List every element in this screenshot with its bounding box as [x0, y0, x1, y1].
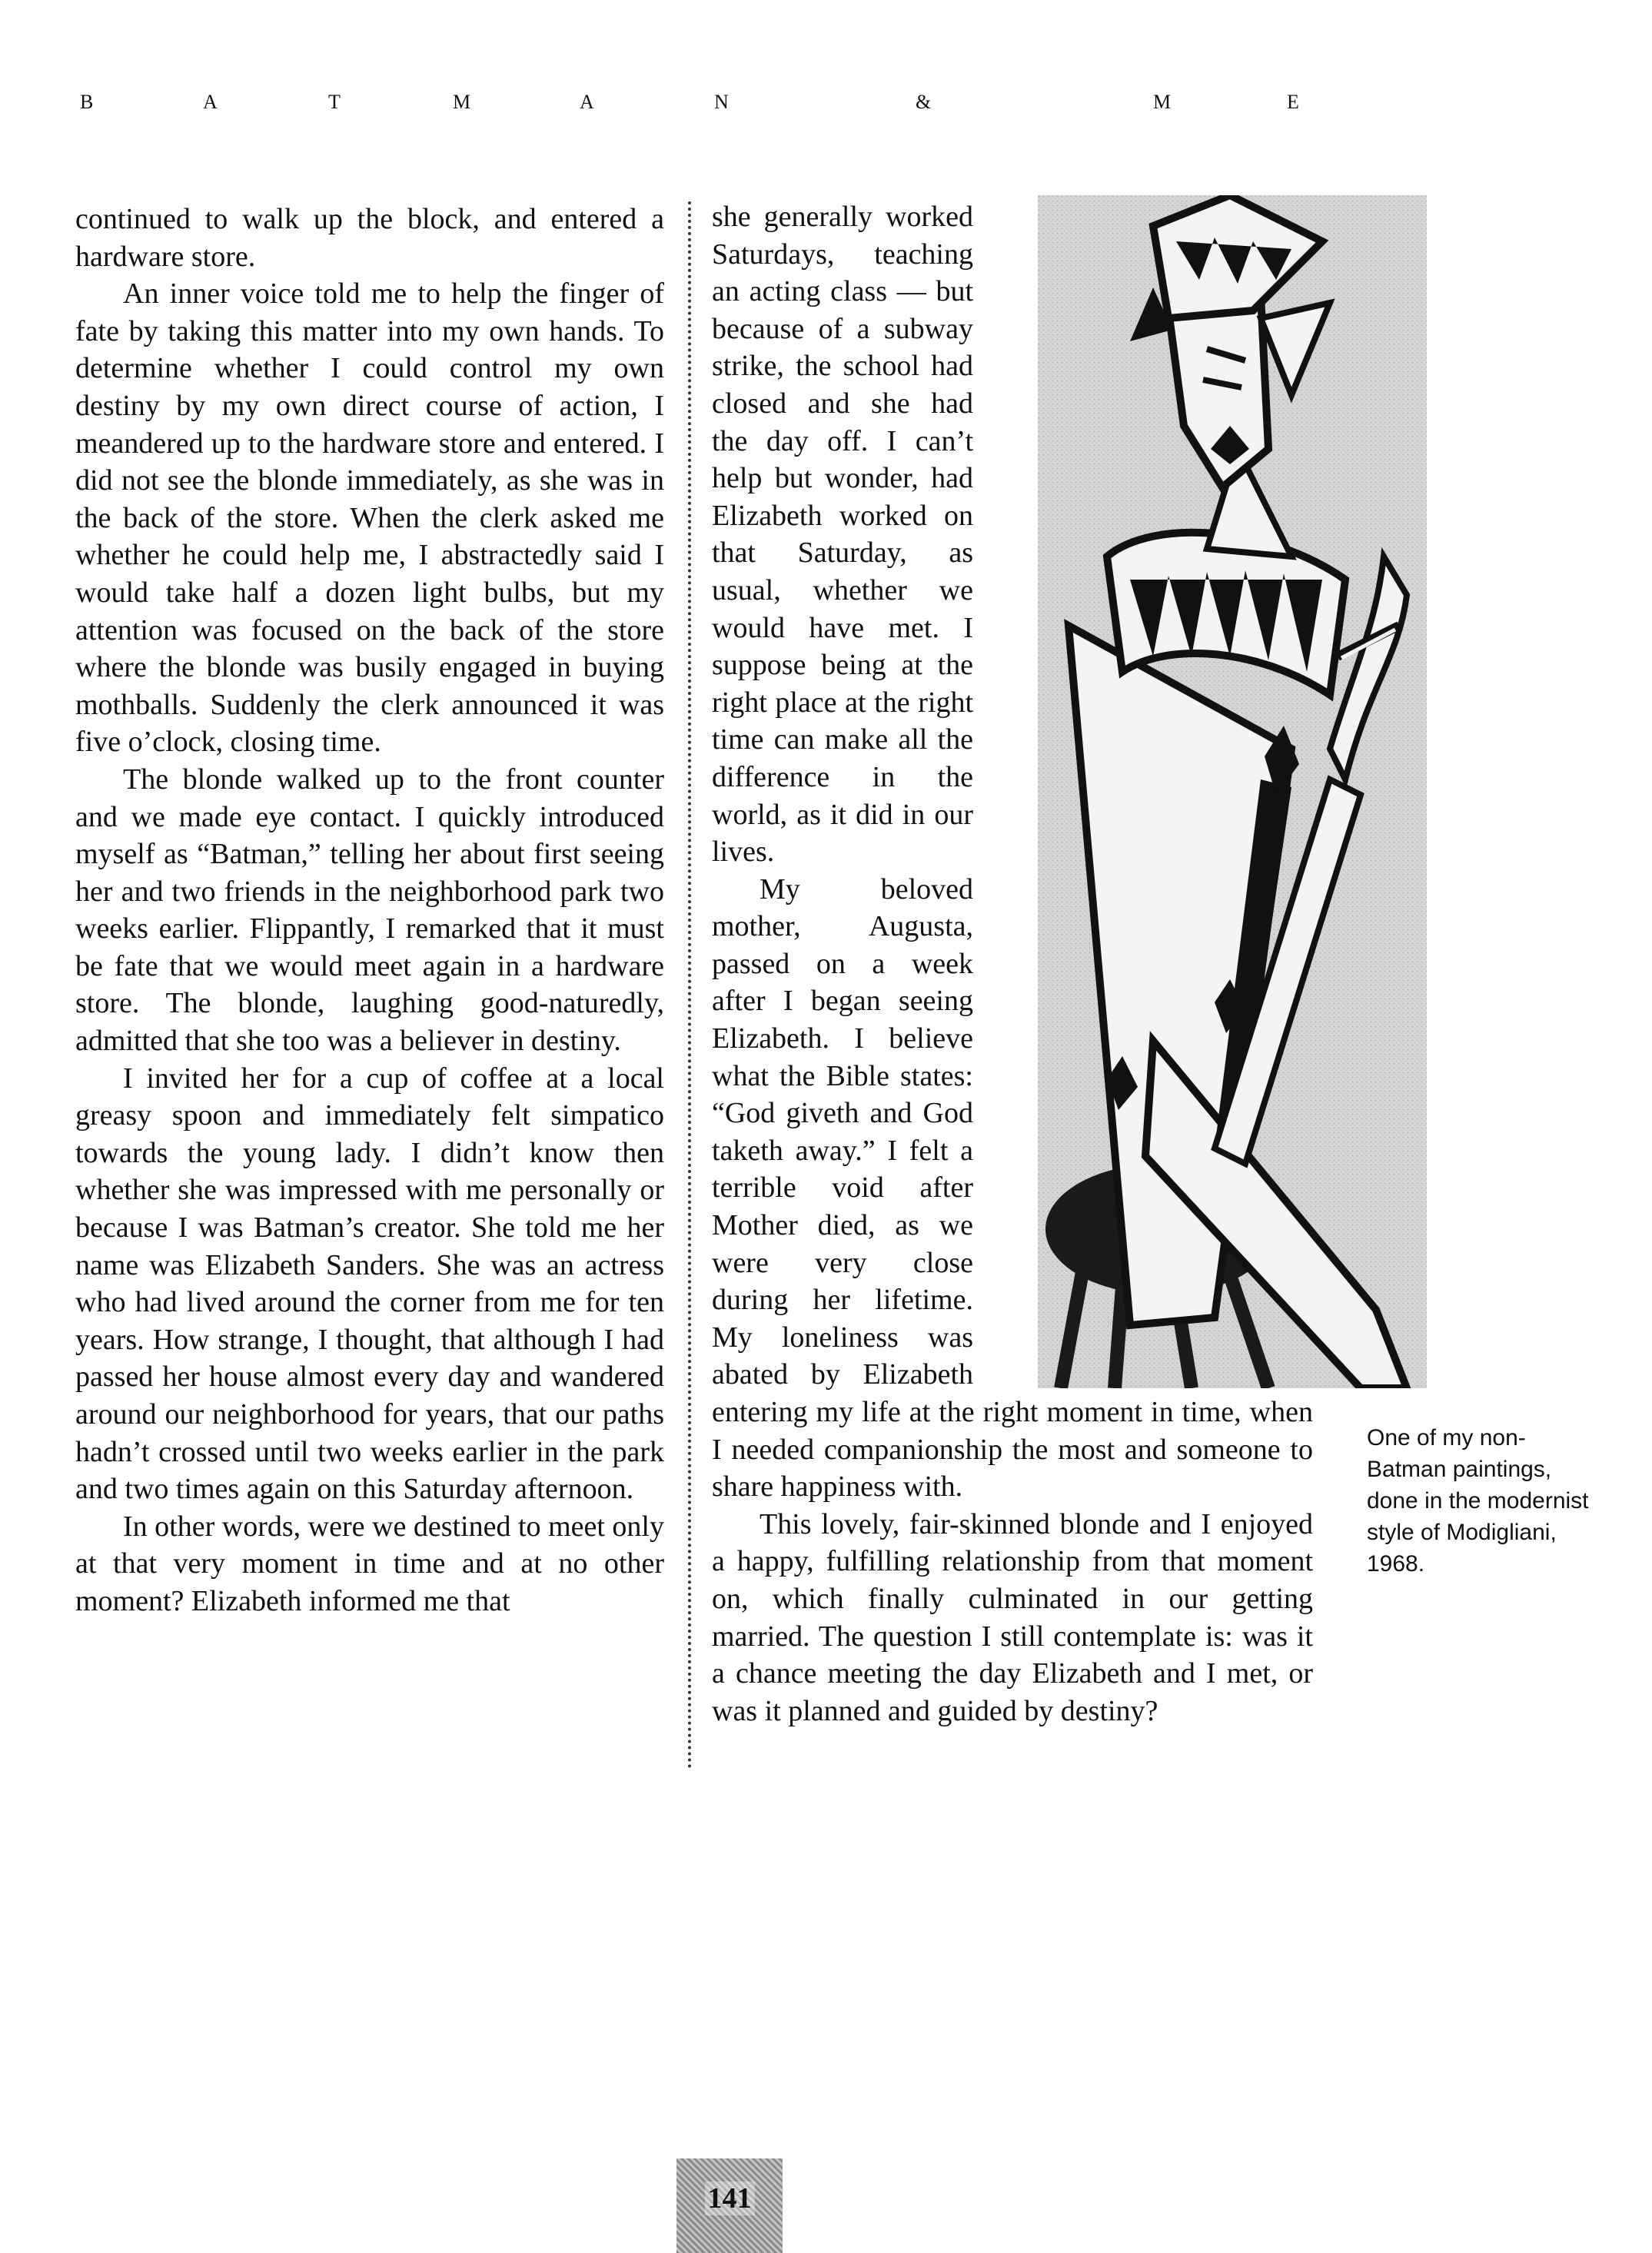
paragraph: My beloved mother, Augusta, passed on a week after I began seeing Elizabeth. I believe what the Bible states: “God giveth and God taketh away.” I felt a terrible void after Mother died, as we were very close during her lifetime. My loneliness was abated by Elizabeth entering my life at the right moment in time, when I needed companionship the most and someone to share happiness with.	[712, 872, 1313, 1504]
harlequin-painting	[1038, 195, 1427, 1388]
page-number-box	[676, 2158, 783, 2253]
paragraph: In other words, were we destined to meet only at that very moment in time and at no other moment? Elizabeth informed me that	[75, 1510, 664, 1617]
harlequin-illustration	[1038, 195, 1427, 1388]
paragraph: I invited her for a cup of coffee at a local greasy spoon and immediately felt simpatico towards the young lady. I didn’t know then whether she was impressed with me personally or because I was Batman’s creator. She told me her name was Elizabeth Sanders. She was an actress who had lived around the corner from me for ten years. How strange, I thought, that although I had passed her house almost every day and wandered around our neighborhood for years, that our paths hadn’t crossed until two weeks earlier in the park and two times again on this Saturday afternoon.	[75, 1062, 664, 1506]
header-letter: E	[1287, 91, 1301, 113]
paragraph: The blonde walked up to the front counter and we made eye contact. I quickly introduced myself as “Batman,” telling her about first seeing her and two friends in the neighborhood park two weeks earlier. Flippantly, I remarked that it must be fate that we would meet again in a hardware store. The blonde, laughing good-naturedly, admitted that she too was a believer in destiny.	[75, 763, 664, 1058]
column-divider	[688, 201, 691, 1770]
header-letter: T	[328, 91, 342, 113]
running-header	[80, 91, 1301, 121]
left-column	[75, 201, 664, 1620]
header-letter: A	[203, 91, 219, 113]
page-number: 141	[705, 2182, 755, 2215]
header-letter: B	[80, 91, 95, 113]
paragraph: An inner voice told me to help the finger of fate by taking this matter into my own hands. To determine whether I could control my own destiny by my own direct course of action, I meandered up to the hardware store and entered. I did not see the blonde immediately, as she was in the back of the store. When the clerk asked me whether he could help me, I abstractedly said I would take half a dozen light bulbs, but my attention was focused on the back of the store where the blonde was busily engaged in buying mothballs. Suddenly the clerk announced it was five o’clock, closing time.	[75, 277, 664, 759]
header-letter: N	[714, 91, 730, 113]
header-letter: &	[916, 91, 933, 113]
figure-caption: One of my non-Batman paintings, done in the modernist style of Modigliani, 1968.	[1367, 1425, 1589, 1577]
header-letter: M	[453, 91, 473, 113]
header-letter: A	[580, 91, 596, 113]
paragraph: she generally worked Saturdays, teaching an acting class — but because of a subway strike, the school had closed and she had the day off. I can’t help but wonder, had Elizabeth worked on that Saturday, as usual, whether we would have met. I suppose being at the right place at the right time can make all the difference in the world, as it did in our lives.	[712, 201, 973, 869]
paragraph: This lovely, fair-skinned blonde and I enjoyed a happy, fulfilling relationship from that moment on, which finally culminated in our getting married. The question I still contemplate is: was it a chance meeting the day Elizabeth and I met, or was it planned and guided by destiny?	[712, 1507, 1313, 1727]
paragraph: continued to walk up the block, and entered a hardware store.	[75, 203, 664, 273]
header-letter: M	[1153, 91, 1173, 113]
